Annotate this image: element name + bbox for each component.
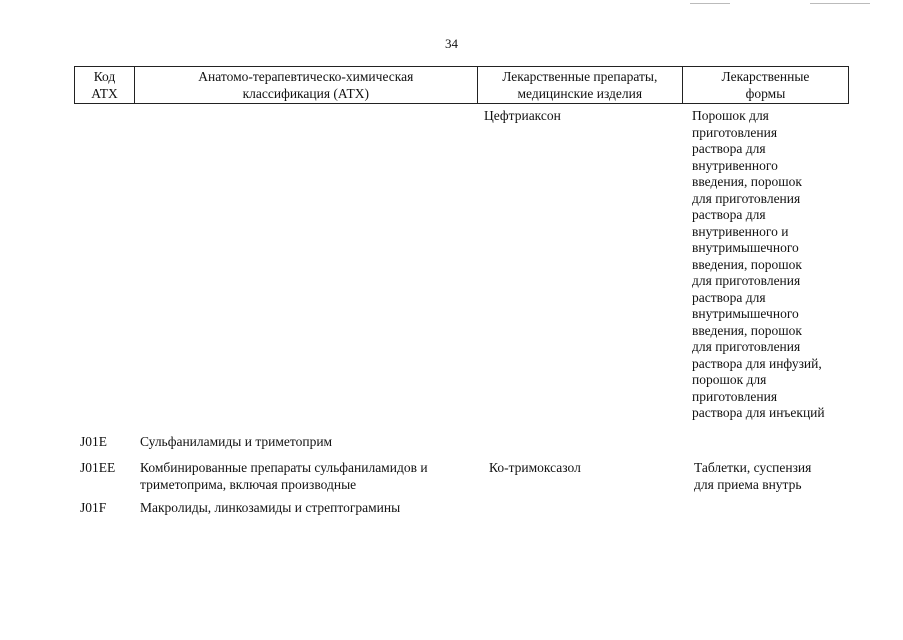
header-code: Код АТХ	[75, 67, 135, 104]
header-drugs: Лекарственные препараты, медицинские изделия	[477, 67, 682, 104]
code-j01e: J01E	[80, 434, 107, 449]
header-classification: Анатомо-терапевтическо-химическая классификация (АТХ)	[134, 67, 477, 104]
page-number: 34	[445, 36, 458, 51]
drug-co-trimoxazole: Ко-тримоксазол	[489, 460, 581, 475]
drug-ceftriaxone: Цефтриаксон	[484, 108, 561, 123]
forms-co-trimoxazole: Таблетки, суспензия для приема внутрь	[694, 460, 812, 492]
scan-artifact-line	[690, 3, 730, 4]
code-j01f: J01F	[80, 500, 107, 515]
header-forms: Лекарственные формы	[682, 67, 848, 104]
classification-j01ee: Комбинированные препараты сульфаниламидов и триметоприма, включая производные	[140, 460, 428, 492]
code-j01ee: J01EE	[80, 460, 116, 475]
forms-ceftriaxone: Порошок для приготовления раствора для внутривенного введения, порошок для приготовления раствора для внутривенного и внутримышечного введения, порошок для приготовления раствора для внутримышечного введения, порошок для приготовления раствора для инфузий, порошок для приготовления раствора для инъекций	[692, 108, 825, 420]
scan-artifact-line	[810, 3, 870, 4]
classification-j01f: Макролиды, линкозамиды и стрептограмины	[140, 500, 401, 515]
table-header	[74, 66, 849, 104]
classification-j01e: Сульфаниламиды и триметоприм	[140, 434, 333, 449]
